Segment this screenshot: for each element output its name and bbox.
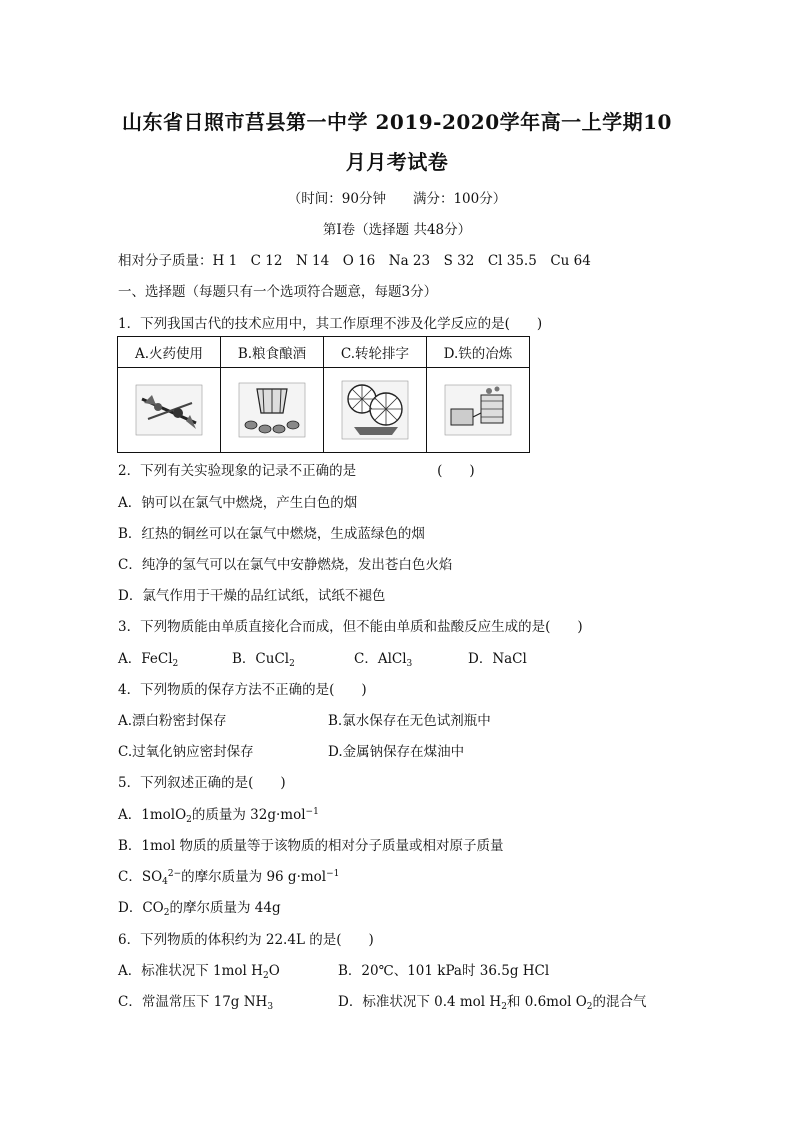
wine-brewing-icon: [237, 379, 307, 441]
question-4-option-a: A.漂白粉密封保存: [118, 713, 227, 729]
question-3-option-a: A．FeCl$_2$: [118, 651, 179, 669]
question-6-option-a: A．标准状况下 1mol $H_2O$: [118, 963, 280, 981]
atomic-mass-list: 相对分子质量：H 1 C 12 N 14 O 16 Na 23 S 32 Cl 35.5 Cu 64: [118, 253, 591, 269]
exam-title-line2: 月月考试卷: [345, 150, 449, 174]
volume-heading: 第Ⅰ卷（选择题 共48分）: [322, 222, 472, 238]
question-4-option-d: D.金属钠保存在煤油中: [328, 744, 465, 760]
question-6-stem: 6．下列物质的体积约为 22.4L 的是( ): [118, 932, 374, 948]
question-4-option-c: C.过氧化钠应密封保存: [118, 744, 254, 760]
question-3-option-d: D．NaCl: [468, 651, 527, 667]
option-c-label: C.转轮排字: [324, 337, 427, 368]
section-heading: 一、选择题（每题只有一个选项符合题意，每题3分）: [118, 284, 438, 300]
question-2-option-d: D．氯气作用于干燥的品红试纸，试纸不褪色: [118, 588, 386, 604]
gunpowder-icon: [134, 379, 204, 441]
option-a-label: A.火药使用: [118, 337, 221, 368]
question-3-stem: 3．下列物质能由单质直接化合而成，但不能由单质和盐酸反应生成的是( ): [118, 619, 583, 635]
time-info: （时间：90分钟 满分：100分）: [287, 191, 507, 207]
option-b-label: B.粮食酿酒: [221, 337, 324, 368]
question-5-option-b: B．1mol 物质的质量等于该物质的相对分子质量或相对原子质量: [118, 838, 504, 854]
question-5-option-c: C．$SO_4^{2-}$的摩尔质量为 96 g·mol$^{-1}$: [118, 869, 340, 887]
type-wheel-icon: [340, 379, 410, 441]
exam-title-line1: 山东省日照市莒县第一中学 2019-2020学年高一上学期10: [122, 110, 672, 134]
question-1-table: [117, 336, 530, 453]
question-5-option-d: D．$CO_2$的摩尔质量为 44g: [118, 900, 281, 918]
question-4-stem: 4．下列物质的保存方法不正确的是( ): [118, 682, 367, 698]
question-3-option-b: B．CuCl$_2$: [232, 651, 295, 669]
question-2-option-a: A．钠可以在氯气中燃烧，产生白色的烟: [118, 495, 358, 511]
question-6-option-d: D．标准状况下 0.4 mol $H_2$和 0.6mol $O_2$的混合气: [338, 994, 647, 1012]
question-1-stem: 1．下列我国古代的技术应用中，其工作原理不涉及化学反应的是( ): [118, 316, 543, 332]
question-3-option-c: C．AlCl$_3$: [354, 651, 413, 669]
question-4-option-b: B.氯水保存在无色试剂瓶中: [328, 713, 491, 729]
option-d-label: D.铁的冶炼: [427, 337, 530, 368]
question-2-option-c: C．纯净的氢气可以在氯气中安静燃烧，发出苍白色火焰: [118, 557, 453, 573]
question-2-option-b: B．红热的铜丝可以在氯气中燃烧，生成蓝绿色的烟: [118, 526, 425, 542]
question-5-stem: 5．下列叙述正确的是( ): [118, 775, 286, 791]
iron-smelting-icon: [443, 379, 513, 441]
question-6-option-c: C．常温常压下 17g $NH_3$: [118, 994, 274, 1012]
question-5-option-a: A．1molO$_2$的质量为 32g·mol$^{-1}$: [118, 807, 319, 825]
question-2-stem: 2．下列有关实验现象的记录不正确的是 ( ): [118, 463, 475, 479]
question-6-option-b: B．20℃、101 kPa时 36.5g HCl: [338, 963, 550, 979]
